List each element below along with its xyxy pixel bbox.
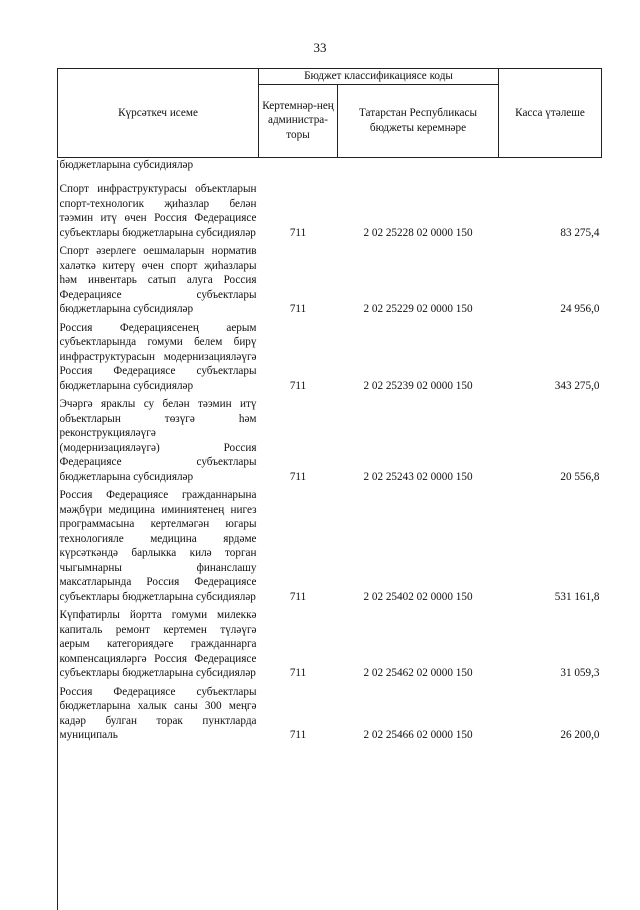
row-name: Күпфатирлы йортта гомуми милеккә капиталь ремонт кертемен түләүгә аерым категориядәге гражданнарга компенсацияләргә Россия Федерациясе субъектлары бюджетларына субсидияләр: [59, 609, 257, 679]
row-amount: 31 059,3: [560, 667, 600, 679]
row-name: Спорт инфраструктурасы объектларын спорт-технологик җиһазлар белән тәэмин итү өчен Россия Федерациясе субъектлары бюджетларына субсидияләр: [59, 183, 257, 239]
row-amount: 24 956,0: [560, 303, 600, 315]
row-code: 2 02 25243 02 0000 150: [363, 470, 473, 483]
row-admin: 711: [289, 729, 307, 741]
table-row: [58, 608, 602, 685]
header-budget-classification: Бюджет классификациясе коды: [259, 69, 499, 85]
row-admin: 711: [289, 667, 307, 679]
continuation-row: [58, 157, 602, 182]
header-revenues: Татарстан Республикасы бюджеты керемнәре: [338, 84, 499, 157]
row-name: Россия Федерациясе гражданнарына мәҗбүри медицина иминиятенең нигез программасына кертелмәгән югары технологияле медицина ярдәме күрсәткәндә барлыкка килә торган чыгымнарны финанслашу максатларында Россия Федерациясе субъектлары бюджетларына субсидияләр: [59, 489, 257, 603]
row-amount: 83 275,4: [560, 226, 600, 239]
row-name: Эчәргә яраклы су белән тәэмин итү объектларын төзүгә һәм реконструкцияләүгә (модернизацияләүгә) Россия Федерациясе субъектлары бюджетларына субсидияләр: [59, 398, 257, 483]
table-row: [58, 488, 602, 608]
row-name: Спорт әзерлеге оешмаларын норматив халәткә китерү өчен спорт җиһазлары һәм инвентарь сатып алуга Россия Федерациясе субъектлары бюджетларына субсидияләр: [59, 245, 257, 315]
row-code: 2 02 25239 02 0000 150: [363, 379, 473, 392]
row-amount: 343 275,0: [554, 379, 600, 392]
left-border-line: [57, 160, 58, 910]
table-row: [58, 244, 602, 321]
row-code: 2 02 25402 02 0000 150: [363, 590, 473, 603]
row-admin: 711: [289, 379, 307, 392]
row-admin: 711: [289, 470, 307, 483]
header-indicator-name: Күрсәткеч исеме: [58, 69, 259, 158]
row-code: 2 02 25229 02 0000 150: [363, 303, 473, 315]
row-admin: 711: [289, 303, 307, 315]
row-name: Россия Федерациясе субъектлары бюджетларына халык саны 300 меңгә кадәр булган торак пунктларда муниципаль: [59, 685, 257, 741]
header-administrator: Кертемнәр-нең администра-торы: [259, 84, 338, 157]
row-name: бюджетларына субсидияләр: [59, 158, 194, 171]
table-row: [58, 685, 602, 747]
row-code: 2 02 25228 02 0000 150: [363, 226, 473, 239]
table-row: [58, 182, 602, 244]
row-code: 2 02 25462 02 0000 150: [363, 667, 473, 679]
page-number: 33: [313, 40, 327, 55]
row-amount: 20 556,8: [560, 470, 600, 483]
table-row: [58, 397, 602, 488]
row-name: Россия Федерациясенең аерым субъектларында гомуми белем бирү инфраструктурасын модернизацияләүгә Россия Федерациясе субъектлары бюджетларына субсидияләр: [59, 321, 257, 392]
table-row: [58, 321, 602, 398]
row-admin: 711: [289, 590, 307, 603]
budget-table: [57, 68, 602, 747]
row-admin: 711: [289, 226, 307, 239]
row-code: 2 02 25466 02 0000 150: [363, 729, 473, 741]
row-amount: 531 161,8: [554, 590, 600, 603]
header-cash-execution: Касса үтәлеше: [499, 69, 602, 158]
row-amount: 26 200,0: [560, 729, 600, 741]
